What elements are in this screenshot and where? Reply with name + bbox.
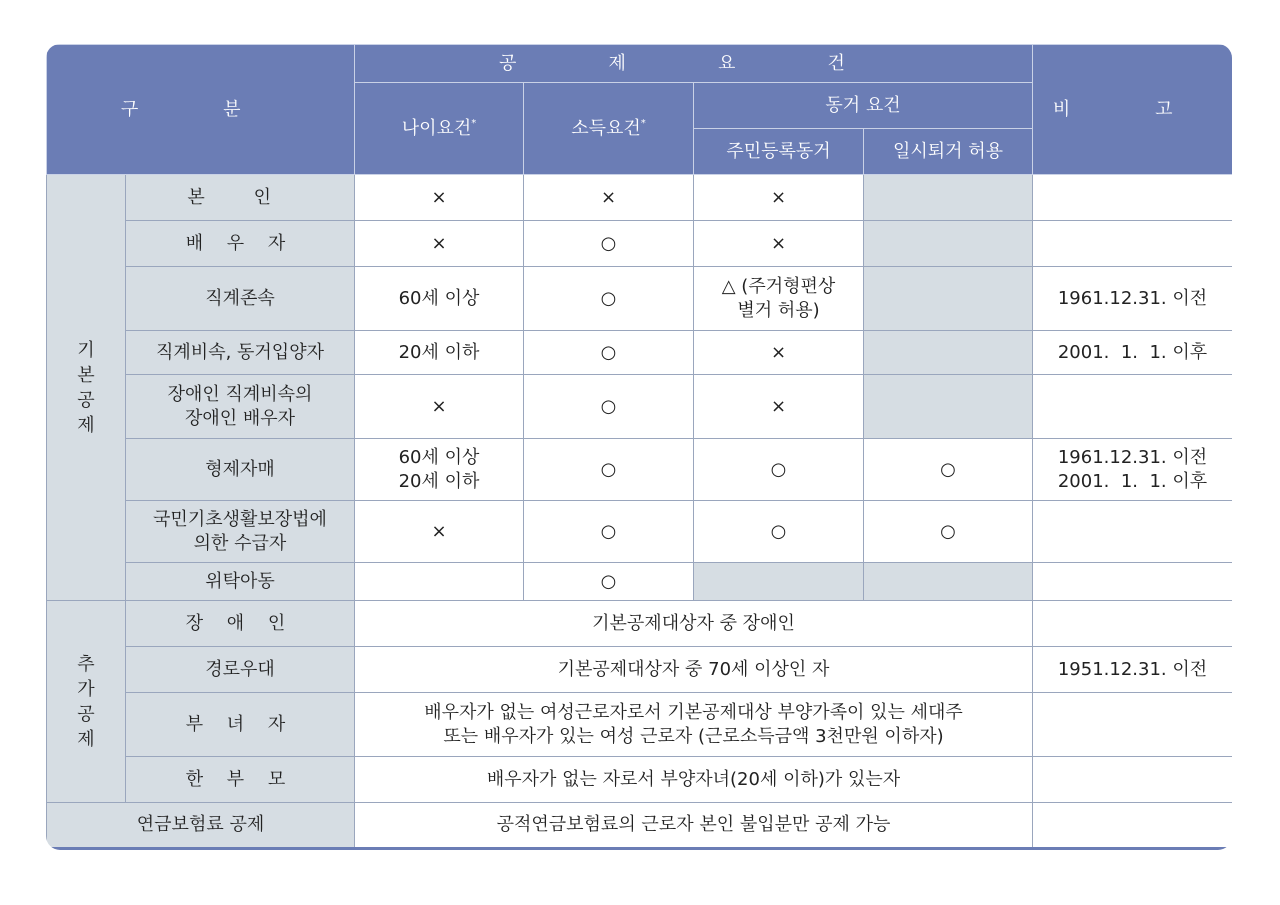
deduction-requirements-table bbox=[46, 44, 1232, 850]
deduction-table-container bbox=[46, 44, 1232, 850]
row-label: 장애인 직계비속의 장애인 배우자 bbox=[126, 375, 355, 439]
cell-remark bbox=[1033, 563, 1233, 601]
cell-resident: × bbox=[694, 331, 864, 375]
row-label: 한 부 모 bbox=[126, 757, 355, 803]
cell-temp bbox=[864, 563, 1033, 601]
cell-temp bbox=[864, 331, 1033, 375]
table-row bbox=[47, 601, 1233, 647]
table-row bbox=[47, 175, 1233, 221]
table-row bbox=[47, 331, 1233, 375]
table-row bbox=[47, 267, 1233, 331]
header-resident-registration: 주민등록동거 bbox=[694, 129, 864, 175]
table-row bbox=[47, 439, 1233, 501]
row-label: 경로우대 bbox=[126, 647, 355, 693]
cell-resident: × bbox=[694, 175, 864, 221]
cell-remark bbox=[1033, 803, 1233, 849]
row-label: 배 우 자 bbox=[126, 221, 355, 267]
row-label-pension: 연금보험료 공제 bbox=[47, 803, 355, 849]
table-row bbox=[47, 757, 1233, 803]
header-age: 나이요건* bbox=[355, 83, 524, 175]
header-temporary-leave: 일시퇴거 허용 bbox=[864, 129, 1033, 175]
cell-temp bbox=[864, 375, 1033, 439]
row-label: 위탁아동 bbox=[126, 563, 355, 601]
cell-remark bbox=[1033, 601, 1233, 647]
cell-age: × bbox=[355, 221, 524, 267]
cell-remark bbox=[1033, 175, 1233, 221]
table-row bbox=[47, 693, 1233, 757]
row-label: 형제자매 bbox=[126, 439, 355, 501]
cell-age: 60세 이상 20세 이하 bbox=[355, 439, 524, 501]
cell-content: 배우자가 없는 여성근로자로서 기본공제대상 부양가족이 있는 세대주 또는 배우자가 있는 여성 근로자 (근로소득금액 3천만원 이하자) bbox=[355, 693, 1033, 757]
header-remarks: 비 고 bbox=[1033, 45, 1233, 175]
table-row bbox=[47, 375, 1233, 439]
group-additional-deduction: 추가공제 bbox=[47, 601, 126, 803]
cell-age: × bbox=[355, 175, 524, 221]
cell-age: × bbox=[355, 501, 524, 563]
cell-content: 배우자가 없는 자로서 부양자녀(20세 이하)가 있는자 bbox=[355, 757, 1033, 803]
cell-income: ○ bbox=[524, 375, 694, 439]
cell-temp bbox=[864, 175, 1033, 221]
cell-income: ○ bbox=[524, 563, 694, 601]
row-label: 국민기초생활보장법에 의한 수급자 bbox=[126, 501, 355, 563]
row-label: 장 애 인 bbox=[126, 601, 355, 647]
cell-income: ○ bbox=[524, 501, 694, 563]
cell-remark bbox=[1033, 375, 1233, 439]
header-cohabitation: 동거 요건 bbox=[694, 83, 1033, 129]
cell-resident bbox=[694, 563, 864, 601]
cell-content: 공적연금보험료의 근로자 본인 불입분만 공제 가능 bbox=[355, 803, 1033, 849]
cell-age: 20세 이하 bbox=[355, 331, 524, 375]
cell-remark bbox=[1033, 757, 1233, 803]
cell-resident: ○ bbox=[694, 501, 864, 563]
cell-income: ○ bbox=[524, 331, 694, 375]
table-row bbox=[47, 221, 1233, 267]
cell-remark bbox=[1033, 501, 1233, 563]
header-income: 소득요건* bbox=[524, 83, 694, 175]
cell-remark bbox=[1033, 693, 1233, 757]
cell-age: × bbox=[355, 375, 524, 439]
cell-income: × bbox=[524, 175, 694, 221]
cell-temp: ○ bbox=[864, 501, 1033, 563]
cell-temp bbox=[864, 267, 1033, 331]
row-label: 직계비속, 동거입양자 bbox=[126, 331, 355, 375]
cell-content: 기본공제대상자 중 장애인 bbox=[355, 601, 1033, 647]
table-row bbox=[47, 647, 1233, 693]
cell-temp: ○ bbox=[864, 439, 1033, 501]
cell-income: ○ bbox=[524, 439, 694, 501]
cell-age: 60세 이상 bbox=[355, 267, 524, 331]
cell-content: 기본공제대상자 중 70세 이상인 자 bbox=[355, 647, 1033, 693]
cell-remark: 1961.12.31. 이전 2001. 1. 1. 이후 bbox=[1033, 439, 1233, 501]
cell-remark bbox=[1033, 221, 1233, 267]
table-row bbox=[47, 803, 1233, 849]
row-label: 부 녀 자 bbox=[126, 693, 355, 757]
cell-remark: 2001. 1. 1. 이후 bbox=[1033, 331, 1233, 375]
table-row bbox=[47, 501, 1233, 563]
row-label: 직계존속 bbox=[126, 267, 355, 331]
cell-income: ○ bbox=[524, 221, 694, 267]
cell-resident: ○ bbox=[694, 439, 864, 501]
cell-remark: 1961.12.31. 이전 bbox=[1033, 267, 1233, 331]
cell-resident: △ (주거형편상 별거 허용) bbox=[694, 267, 864, 331]
cell-resident: × bbox=[694, 375, 864, 439]
cell-remark: 1951.12.31. 이전 bbox=[1033, 647, 1233, 693]
cell-income: ○ bbox=[524, 267, 694, 331]
table-row bbox=[47, 563, 1233, 601]
header-category: 구 분 bbox=[47, 45, 355, 175]
group-basic-deduction: 기본공제 bbox=[47, 175, 126, 601]
cell-age bbox=[355, 563, 524, 601]
header-requirements: 공 제 요 건 bbox=[355, 45, 1033, 83]
row-label: 본 인 bbox=[126, 175, 355, 221]
cell-temp bbox=[864, 221, 1033, 267]
cell-resident: × bbox=[694, 221, 864, 267]
